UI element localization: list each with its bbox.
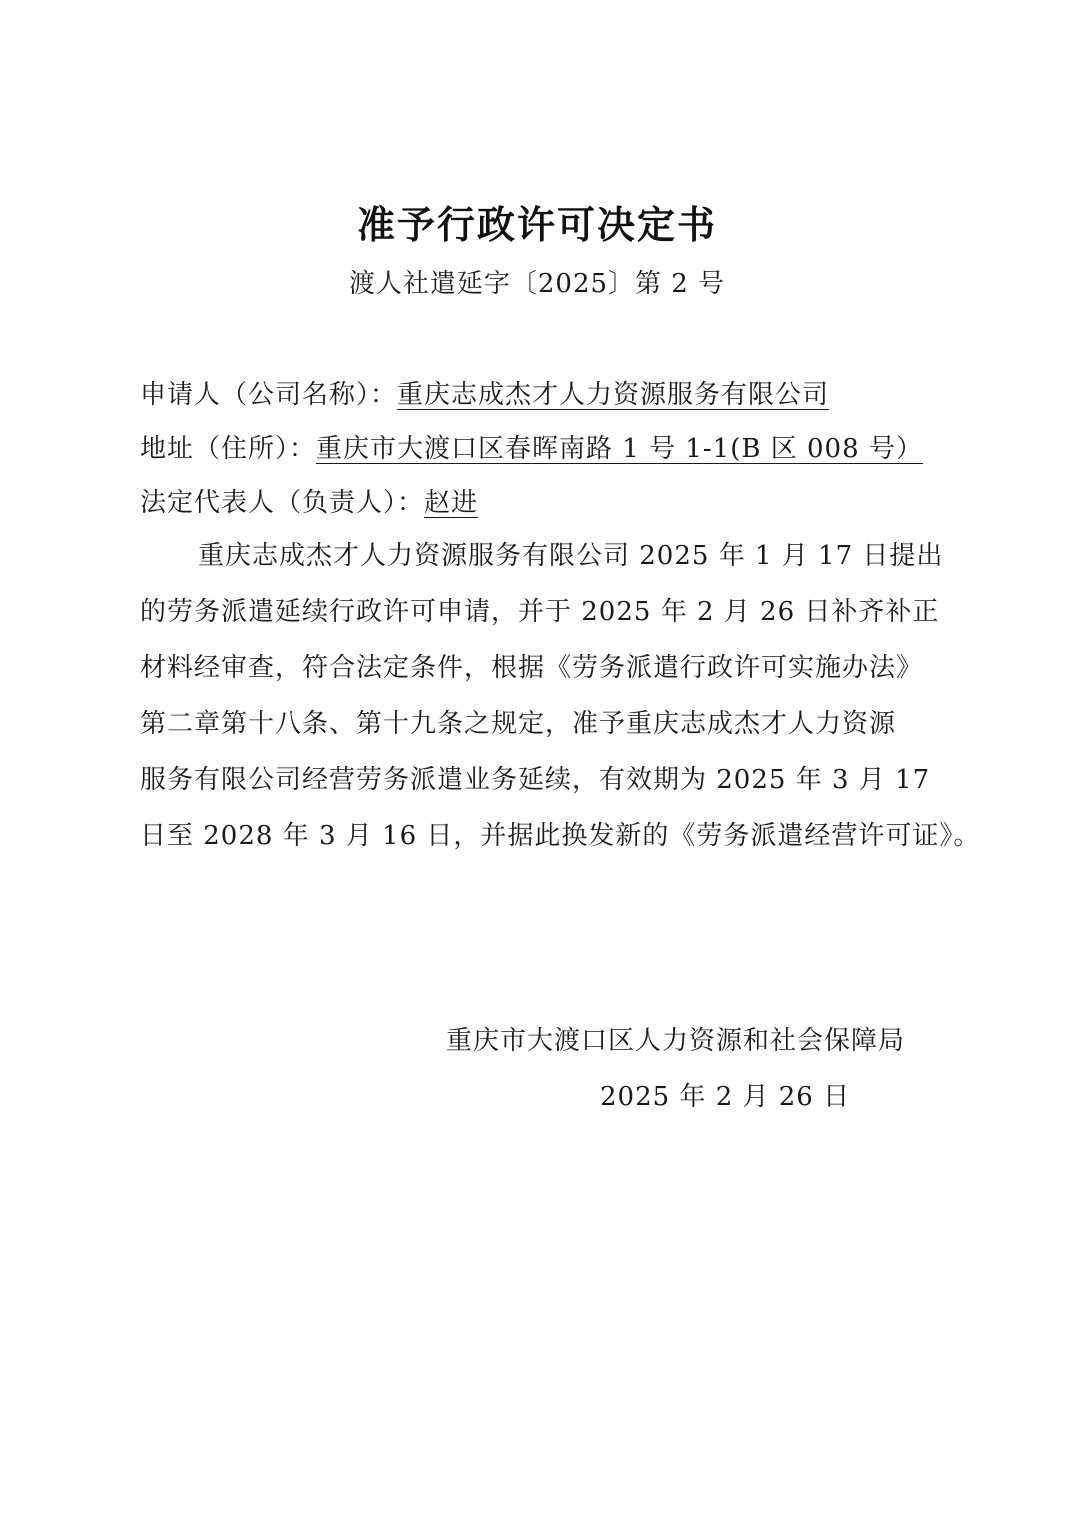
document-title: 准予行政许可决定书 — [356, 202, 717, 247]
decision-body — [140, 528, 981, 864]
body-line: 材料经审查，符合法定条件，根据《劳务派遣行政许可实施办法》 — [140, 653, 924, 683]
body-line: 服务有限公司经营劳务派遣业务延续，有效期为 2025 年 3 月 17 — [140, 765, 931, 795]
legal-rep-label: 法定代表人（负责人）： — [140, 488, 425, 518]
issue-date: 2025 年 2 月 26 日 — [600, 1082, 851, 1112]
applicant-field — [140, 374, 829, 411]
body-line: 重庆志成杰才人力资源服务有限公司 2025 年 1 月 17 日提出 — [198, 541, 944, 571]
address-value: 重庆市大渡口区春晖南路 1 号 1-1(B 区 008 号） — [316, 434, 923, 464]
legal-rep-value: 赵进 — [424, 488, 479, 518]
address-field — [140, 428, 923, 465]
document-number: 渡人社遣延字〔2025〕第 2 号 — [348, 269, 726, 299]
legal-rep-field — [140, 482, 478, 519]
address-label: 地址（住所）： — [140, 434, 317, 464]
applicant-label: 申请人（公司名称）： — [140, 380, 398, 410]
issuing-organization: 重庆市大渡口区人力资源和社会保障局 — [446, 1026, 906, 1056]
body-line: 日至 2028 年 3 月 16 日，并据此换发新的《劳务派遣经营许可证》。 — [140, 821, 981, 851]
body-line: 第二章第十八条、第十九条之规定，准予重庆志成杰才人力资源 — [140, 709, 897, 739]
body-line: 的劳务派遣延续行政许可申请，并于 2025 年 2 月 26 日补齐补正 — [140, 597, 940, 627]
applicant-value: 重庆志成杰才人力资源服务有限公司 — [397, 380, 830, 410]
